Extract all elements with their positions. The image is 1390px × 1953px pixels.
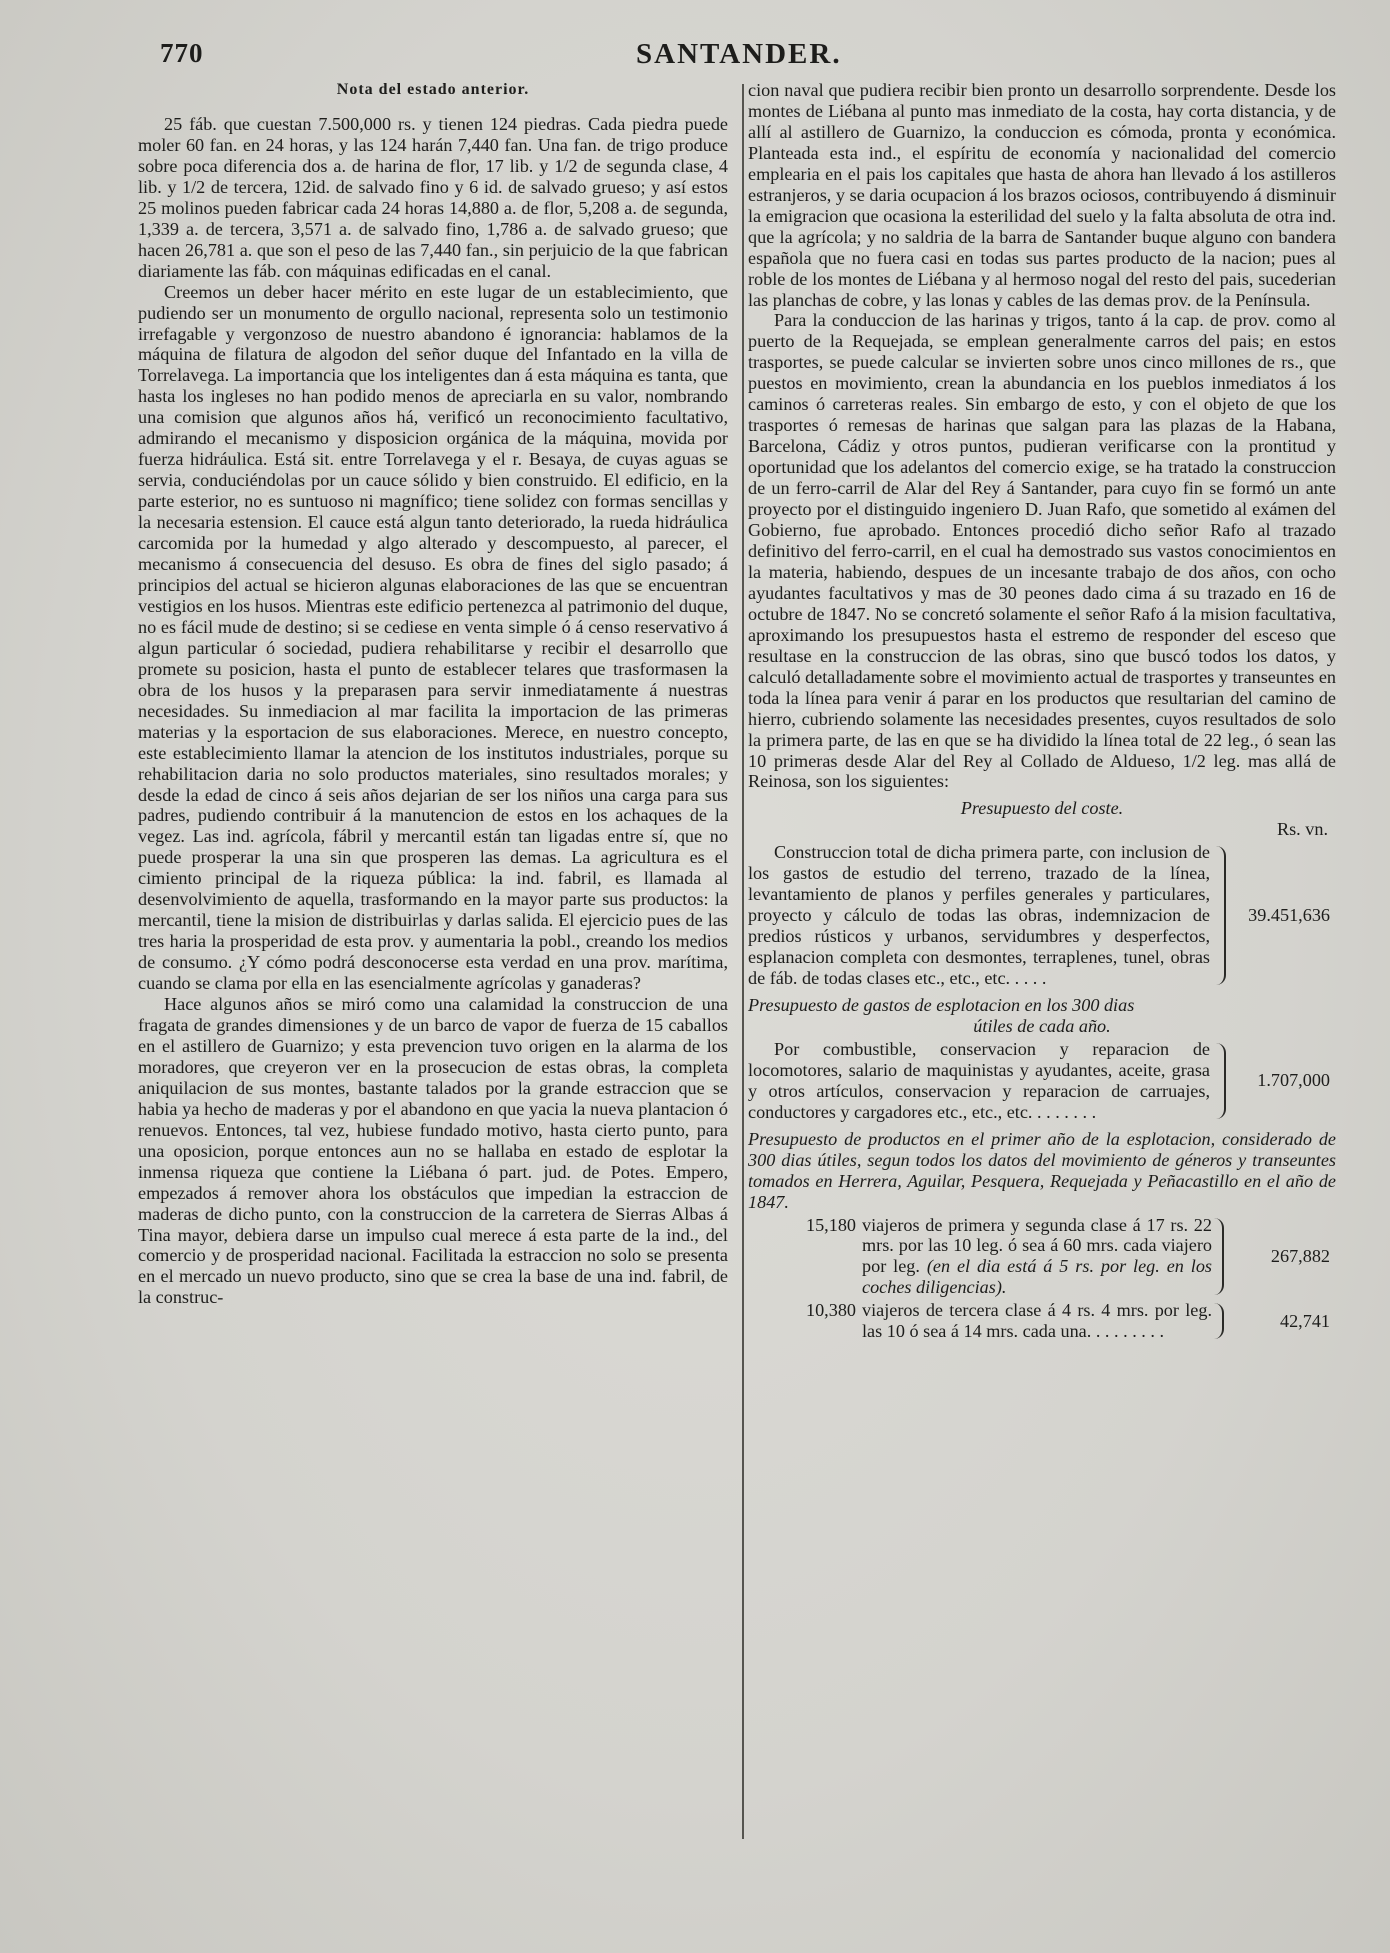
left-column xyxy=(138,80,728,1308)
running-head: SANTANDER. xyxy=(636,38,842,70)
brace xyxy=(1212,1303,1224,1339)
paragraph-shipbuilding: Hace algunos años se miró como una calamidad la construccion de una fragata de grandes dimensiones y de un barco de vapor de fuerza de 15 caballos en el astillero de Guarnizo; y esta prevencion tuvo origen en la alarma de los moradores, que creyeron ver en la prosecucion de estas obras, la completa aniquilacion de sus montes, bastante talados por la grande estraccion que se habia ya hecho de maderas y por el abandono en que yacia la nueva plantacion ó renuevos. Entonces, tal vez, hubiese fundado motivo, hasta cierto punto, para una oposicion, porque entonces aun no se hallaba en estado de esplotar la inmensa riqueza que contiene la Liébana ó part. jud. de Potes. Empero, empezados á remover ahora los obstáculos que impedian la estraccion de maderas de dicho punto, con la construccion de la carretera de Sierras Albas á Tina mayor, debiera darse un impulso cual merece á esta parte de la ind., del comercio y de prosperidad nacional. Facilitada la estraccion no solo se presenta en el mercado un nuevo producto, sino que se crea la base de una ind. fabril, de la construc- xyxy=(138,994,728,1308)
budget-cost-text: Construccion total de dicha primera parte, con inclusion de los gastos de estudio del terreno, trazado de la línea, levantamiento de planos y perfiles generales y particulares, proyecto y cálculo de todas las obras, indemnizacion de predios rústicos y urbanos, servidumbres y desperfectos, esplanacion completa con desmontes, terraplenes, tunel, obras de fáb. de todas clases etc., etc., etc. . . . . xyxy=(748,842,1210,989)
budget-products-title: Presupuesto de productos en el primer año de la esplotacion, considerado de 300 dias útiles, segun todos los datos del movimiento de géneros y transeuntes tomados en Herrera, Aguilar, Pesquera, Requejada y Peñacastillo en el año de 1847. xyxy=(748,1128,1336,1212)
currency-label: Rs. vn. xyxy=(1276,819,1328,840)
page-number: 770 xyxy=(160,38,204,68)
product-quantity: 15,180 xyxy=(805,1214,856,1235)
product-text: viajeros de primera y segunda clase á 17 rs. 22 mrs. por las 10 leg. ó sea á 60 mrs. cada viajero por leg. xyxy=(862,1214,1212,1277)
product-description xyxy=(862,1300,1212,1342)
budget-cost-amount: 39.451,636 xyxy=(1248,905,1330,926)
brace xyxy=(1212,1218,1224,1296)
budget-operation-title xyxy=(748,995,1336,1037)
brace xyxy=(1214,1043,1226,1119)
brace xyxy=(1214,846,1226,985)
paragraph-mills: 25 fáb. que cuestan 7.500,000 rs. y tienen 124 piedras. Cada piedra puede moler 60 fan. en 24 horas, y las 124 harán 7,440 fan. Una fan. de trigo produce sobre poca diferencia dos a. de harina de flor, 17 lib. y 1/2 de segunda clase, 4 lib. y 1/2 de tercera, 12id. de salvado fino y 6 id. de salvado grueso; y así estos 25 molinos pueden fabricar cada 24 horas 14,880 a. de flor, 5,208 a. de segunda, 1,339 a. de tercera, 3,571 a. de salvado fino, 1,786 a. de salvado grueso; que hacen 26,781 a. que son el peso de las 7,440 fan., sin perjuicio de la que fabrican diariamente las fáb. con máquinas edificadas en el canal. xyxy=(138,114,728,281)
budget-operation-amount: 1.707,000 xyxy=(1257,1070,1330,1091)
budget-cost-entry xyxy=(748,842,1336,989)
product-description xyxy=(862,1215,1212,1299)
product-quantity: 10,380 xyxy=(805,1300,856,1321)
product-row xyxy=(748,1300,1336,1342)
product-row xyxy=(748,1215,1336,1299)
column-divider xyxy=(742,84,744,1839)
budget-operation-entry xyxy=(748,1039,1336,1123)
product-note: (en el dia está á 5 rs. por leg. en los coches diligencias). xyxy=(862,1256,1213,1298)
product-amount: 42,741 xyxy=(1279,1310,1330,1331)
budget-cost-title: Presupuesto del coste. xyxy=(960,798,1124,819)
section-heading: Nota del estado anterior. xyxy=(336,81,530,98)
paragraph-railway: Para la conduccion de las harinas y trigos, tanto á la cap. de prov. como al puerto de la Requejada, se emplean generalmente carros del pais; en estos trasportes, se puede calcular se invierten sobre unos cinco millones de rs., que puestos en movimiento, crean la abundancia en los pueblos inmediatos á los caminos ó carreteras reales. Sin embargo de esto, y con el objeto de que los trasportes ó remesas de harinas que salgan para las plazas de la Habana, Barcelona, Cádiz y otros puntos, pudieran verificarse con la prontitud y oportunidad que los adelantos del comercio exige, se ha tratado la construccion de un ferro-carril de Alar del Rey á Santander, para cuyo fin se formó un ante proyecto por el distinguido ingeniero D. Juan Rafo, que sometido al exámen del Gobierno, fue aprobado. Entonces procedió dicho señor Rafo al trazado definitivo del ferro-carril, en el cual ha demostrado sus vastos conocimientos en la materia, habiendo, despues de un incesante trabajo de dos años, con ocho ayudantes facultativos y mas de 30 peones dado cima á su trazado en 16 de octubre de 1847. No se concretó solamente el señor Rafo á la mision facultativa, aproximando los presupuestos hasta el estremo de responder del esceso que resultase en la construccion de las obras, sino que buscó todos los datos, y calculó detalladamente sobre el movimiento actual de trasportes y transeuntes en toda la línea para venir á parar en los productos que resultarian del camino de hierro, cubriendo solamente las necesidades presentes, cuyos resultados de solo la primera parte, de las en que se ha dividido la línea total de 22 leg., ó sean las 10 primeras desde Alar del Rey al Collado de Aldueso, 1/2 leg. mas allá de Reinosa, son los siguientes: xyxy=(748,310,1336,792)
budget-operation-title-line1: Presupuesto de gastos de esplotacion en los 300 dias xyxy=(748,994,1135,1015)
right-column xyxy=(748,80,1336,1344)
budget-operation-text: Por combustible, conservacion y reparacion de locomotores, salario de maquinistas y ayudantes, aceite, grasa y otros artículos, conservacion y reparacion de carruajes, conductores y cargadores etc., etc., etc. . . . . . . . xyxy=(748,1038,1210,1122)
product-amount: 267,882 xyxy=(1270,1245,1330,1266)
paragraph-naval-continuation: cion naval que pudiera recibir bien pronto un desarrollo sorprendente. Desde los montes de Liébana al punto mas inmediato de la costa, hay corta distancia, y de allí al astillero de Guarnizo, la conduccion es cómoda, pronta y económica. Planteada esta ind., el espíritu de economía y nacionalidad del comercio emplearia en el pais los capitales que hasta de ahora han llevado á los astilleros estranjeros, y se daria ocupacion á los brazos ociosos, contribuyendo á disminuir la emigracion que ocasiona la esterilidad del suelo y la falta absoluta de otra ind. que la agrícola; y no saldria de la barra de Santander buque alguno con bandera española que no fuera casi en todas sus partes producto de la nacion; pues al roble de los montes de Liébana y al hermoso nogal del resto del pais, sucederian las planchas de cobre, y las lonas y cables de las demas prov. de la Península. xyxy=(748,80,1336,310)
paragraph-spinning-machine: Creemos un deber hacer mérito en este lugar de un establecimiento, que pudiendo ser un monumento de orgullo nacional, representa solo un testimonio irrefagable y vergonzoso de nuestro abandono é ignorancia: hablamos de la máquina de filatura de algodon del señor duque del Infantado en la villa de Torrelavega. La importancia que los inteligentes dan á esta máquina es tanta, que hasta los ingleses no han podido menos de apreciarla en su valor, nombrando una comision que algunos años há, verificó un reconocimiento facultativo, admirando el mecanismo y disposicion orgánica de la máquina, movida por fuerza hidráulica. Está sit. entre Torrelavega y el r. Besaya, de cuyas aguas se servia, conduciéndolas por un cauce sólido y bien construido. El edificio, en la parte esterior, no es suntuoso ni magnífico; tiene solidez con formas sencillas y la necesaria estension. El cauce está algun tanto deteriorado, la rueda hidráulica carcomida por la humedad y algo alterado y descompuesto, al parecer, el mecanismo á consecuencia del desuso. Es obra de fines del siglo pasado; á principios del actual se hicieron algunas elaboraciones de las que se encuentran vestigios en los husos. Mientras este edificio pertenezca al patrimonio del duque, no es fácil mude de destino; si se cediese en venta simple ó á censo reservativo á algun particular ó sociedad, pudiera rehabilitarse y recibir el desarrollo que promete su posicion, hasta el punto de establecer telares que trasformasen la obra de los husos y la preparasen para servir inmediatamente á nuestras necesidades. Su inmediacion al mar facilita la importacion de las primeras materias y la esportacion de sus elaboraciones. Merece, en nuestro concepto, este establecimiento llamar la atencion de los institutos industriales, porque su rehabilitacion daria no solo productos materiales, sino resultados morales; y desde la edad de cinco á seis años dejarian de ser los niños una carga para sus padres, pudiendo contribuir á la manutencion de estos en los achaques de la vegez. Las ind. agrícola, fábril y mercantil están tan ligadas entre sí, que no puede prosperar la una sin que prosperen las demas. La agricultura es el cimiento principal de la riqueza pública: la ind. fabril, es llamada al desenvolvimiento de aquella, trasformando en la mayor parte sus productos: la mercantil, tiene la mision de distribuirlas y darlas salida. El ejercicio pues de las tres haria la prosperidad de esta prov. y aumentaria la pobl., creando los medios de consumo. ¿Y cómo podrá desconocerse esta verdad en una prov. marítima, cuando se clama por ella en las esencialmente agrícolas y ganaderas? xyxy=(138,281,728,994)
product-text: viajeros de tercera clase á 4 rs. 4 mrs. por leg. las 10 ó sea á 14 mrs. cada una. . . . . . . . . xyxy=(862,1300,1212,1342)
budget-operation-title-line2: útiles de cada año. xyxy=(973,1015,1111,1036)
